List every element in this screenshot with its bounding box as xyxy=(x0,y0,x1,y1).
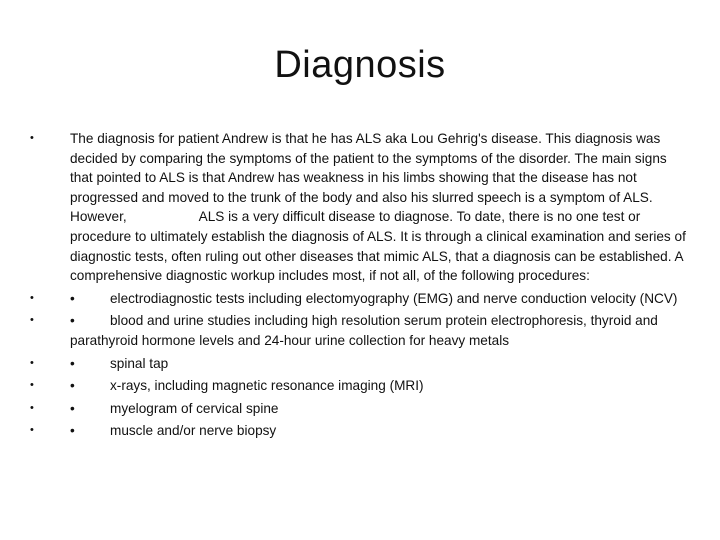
bullet-list xyxy=(28,129,688,444)
inner-bullet-icon: • xyxy=(70,290,75,306)
list-item xyxy=(28,376,688,396)
procedure-text: myelogram of cervical spine xyxy=(110,400,279,416)
inner-bullet-icon: • xyxy=(70,355,75,371)
paragraph-text-end: ALS is a very difficult disease to diagnose. To date, there is no one test or procedure to ultimately establish the diagnosis of ALS. It is through a clinical examination and series of diagnostic tests, often ruling out other diseases that mimic ALS, that a diagnosis can be established. A comprehensive diagnostic workup includes most, if not all, of the following procedures: xyxy=(70,209,686,284)
procedure-text: spinal tap xyxy=(110,355,169,371)
paragraph-text-start: The diagnosis for patient Andrew is that he has ALS aka Lou Gehrig's disease. This diagnosis was decided by comparing the symptoms of the patient to the symptoms of the disorder. The main signs that pointed to ALS is that Andrew has weakness in his limbs showing that the disease has not progressed and moved to the trunk of the body and also his slurred speech is a symptom of ALS. However, xyxy=(70,131,667,225)
bullet-icon: • xyxy=(30,424,34,437)
bullet-icon: • xyxy=(30,356,34,369)
list-item xyxy=(28,129,688,286)
procedure-text: electrodiagnostic tests including electomyography (EMG) and nerve conduction velocity (NCV) xyxy=(110,290,678,306)
list-item xyxy=(28,311,688,350)
slide-title: Diagnosis xyxy=(274,44,446,86)
inner-bullet-icon: • xyxy=(70,313,75,329)
list-item xyxy=(28,354,688,374)
inner-bullet-icon: • xyxy=(70,400,75,416)
bullet-icon: • xyxy=(30,132,34,144)
inner-bullet-icon: • xyxy=(70,423,75,439)
bullet-icon: • xyxy=(30,314,34,327)
procedure-text: blood and urine studies including high resolution serum protein electrophoresis, thyroid and parathyroid hormone levels and 24-hour urine collection for heavy metals xyxy=(70,313,658,348)
procedure-text: x-rays, including magnetic resonance imaging (MRI) xyxy=(110,378,424,394)
inner-bullet-icon: • xyxy=(70,378,75,394)
bullet-icon: • xyxy=(30,379,34,392)
list-item xyxy=(28,421,688,441)
list-item xyxy=(28,289,688,309)
bullet-icon: • xyxy=(30,291,34,304)
bullet-icon: • xyxy=(30,401,34,414)
list-item xyxy=(28,399,688,419)
procedure-text: muscle and/or nerve biopsy xyxy=(110,423,277,439)
